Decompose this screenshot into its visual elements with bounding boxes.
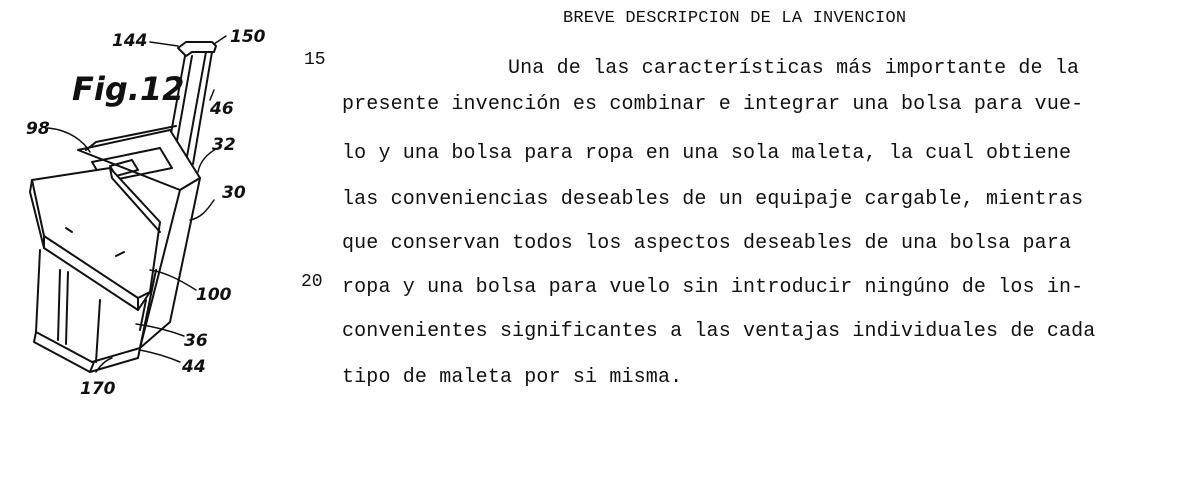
callout-100: 100 <box>196 285 232 305</box>
line-number-15: 15 <box>304 50 326 70</box>
callout-36: 36 <box>184 331 208 351</box>
section-heading: BREVE DESCRIPCION DE LA INVENCION <box>563 9 907 28</box>
line-number-20: 20 <box>301 272 323 292</box>
paragraph-line: tipo de maleta por si misma. <box>342 366 683 389</box>
figure-label: Fig.12 <box>72 70 185 108</box>
paragraph-line: presente invención es combinar e integrar una bolsa para vue- <box>342 93 1084 116</box>
callout-150: 150 <box>230 27 266 47</box>
callout-170: 170 <box>80 379 116 399</box>
paragraph-line: ropa y una bolsa para vuelo sin introducir ningúno de los in- <box>342 276 1084 299</box>
callout-32: 32 <box>212 135 236 155</box>
luggage-drawing <box>0 0 300 410</box>
paragraph-line: lo y una bolsa para ropa en una sola maleta, la cual obtiene <box>342 142 1072 165</box>
callout-98: 98 <box>26 119 50 139</box>
callout-144: 144 <box>112 31 148 51</box>
paragraph-line: convenientes significantes a las ventajas individuales de cada <box>342 320 1096 343</box>
paragraph-line: las conveniencias deseables de un equipaje cargable, mientras <box>342 188 1084 211</box>
callout-46: 46 <box>210 99 234 119</box>
callout-44: 44 <box>182 357 206 377</box>
paragraph-line: que conservan todos los aspectos deseables de una bolsa para <box>342 232 1072 255</box>
paragraph-line: Una de las características más importante de la <box>508 57 1080 80</box>
patent-figure-12 <box>0 0 300 410</box>
callout-30: 30 <box>222 183 246 203</box>
